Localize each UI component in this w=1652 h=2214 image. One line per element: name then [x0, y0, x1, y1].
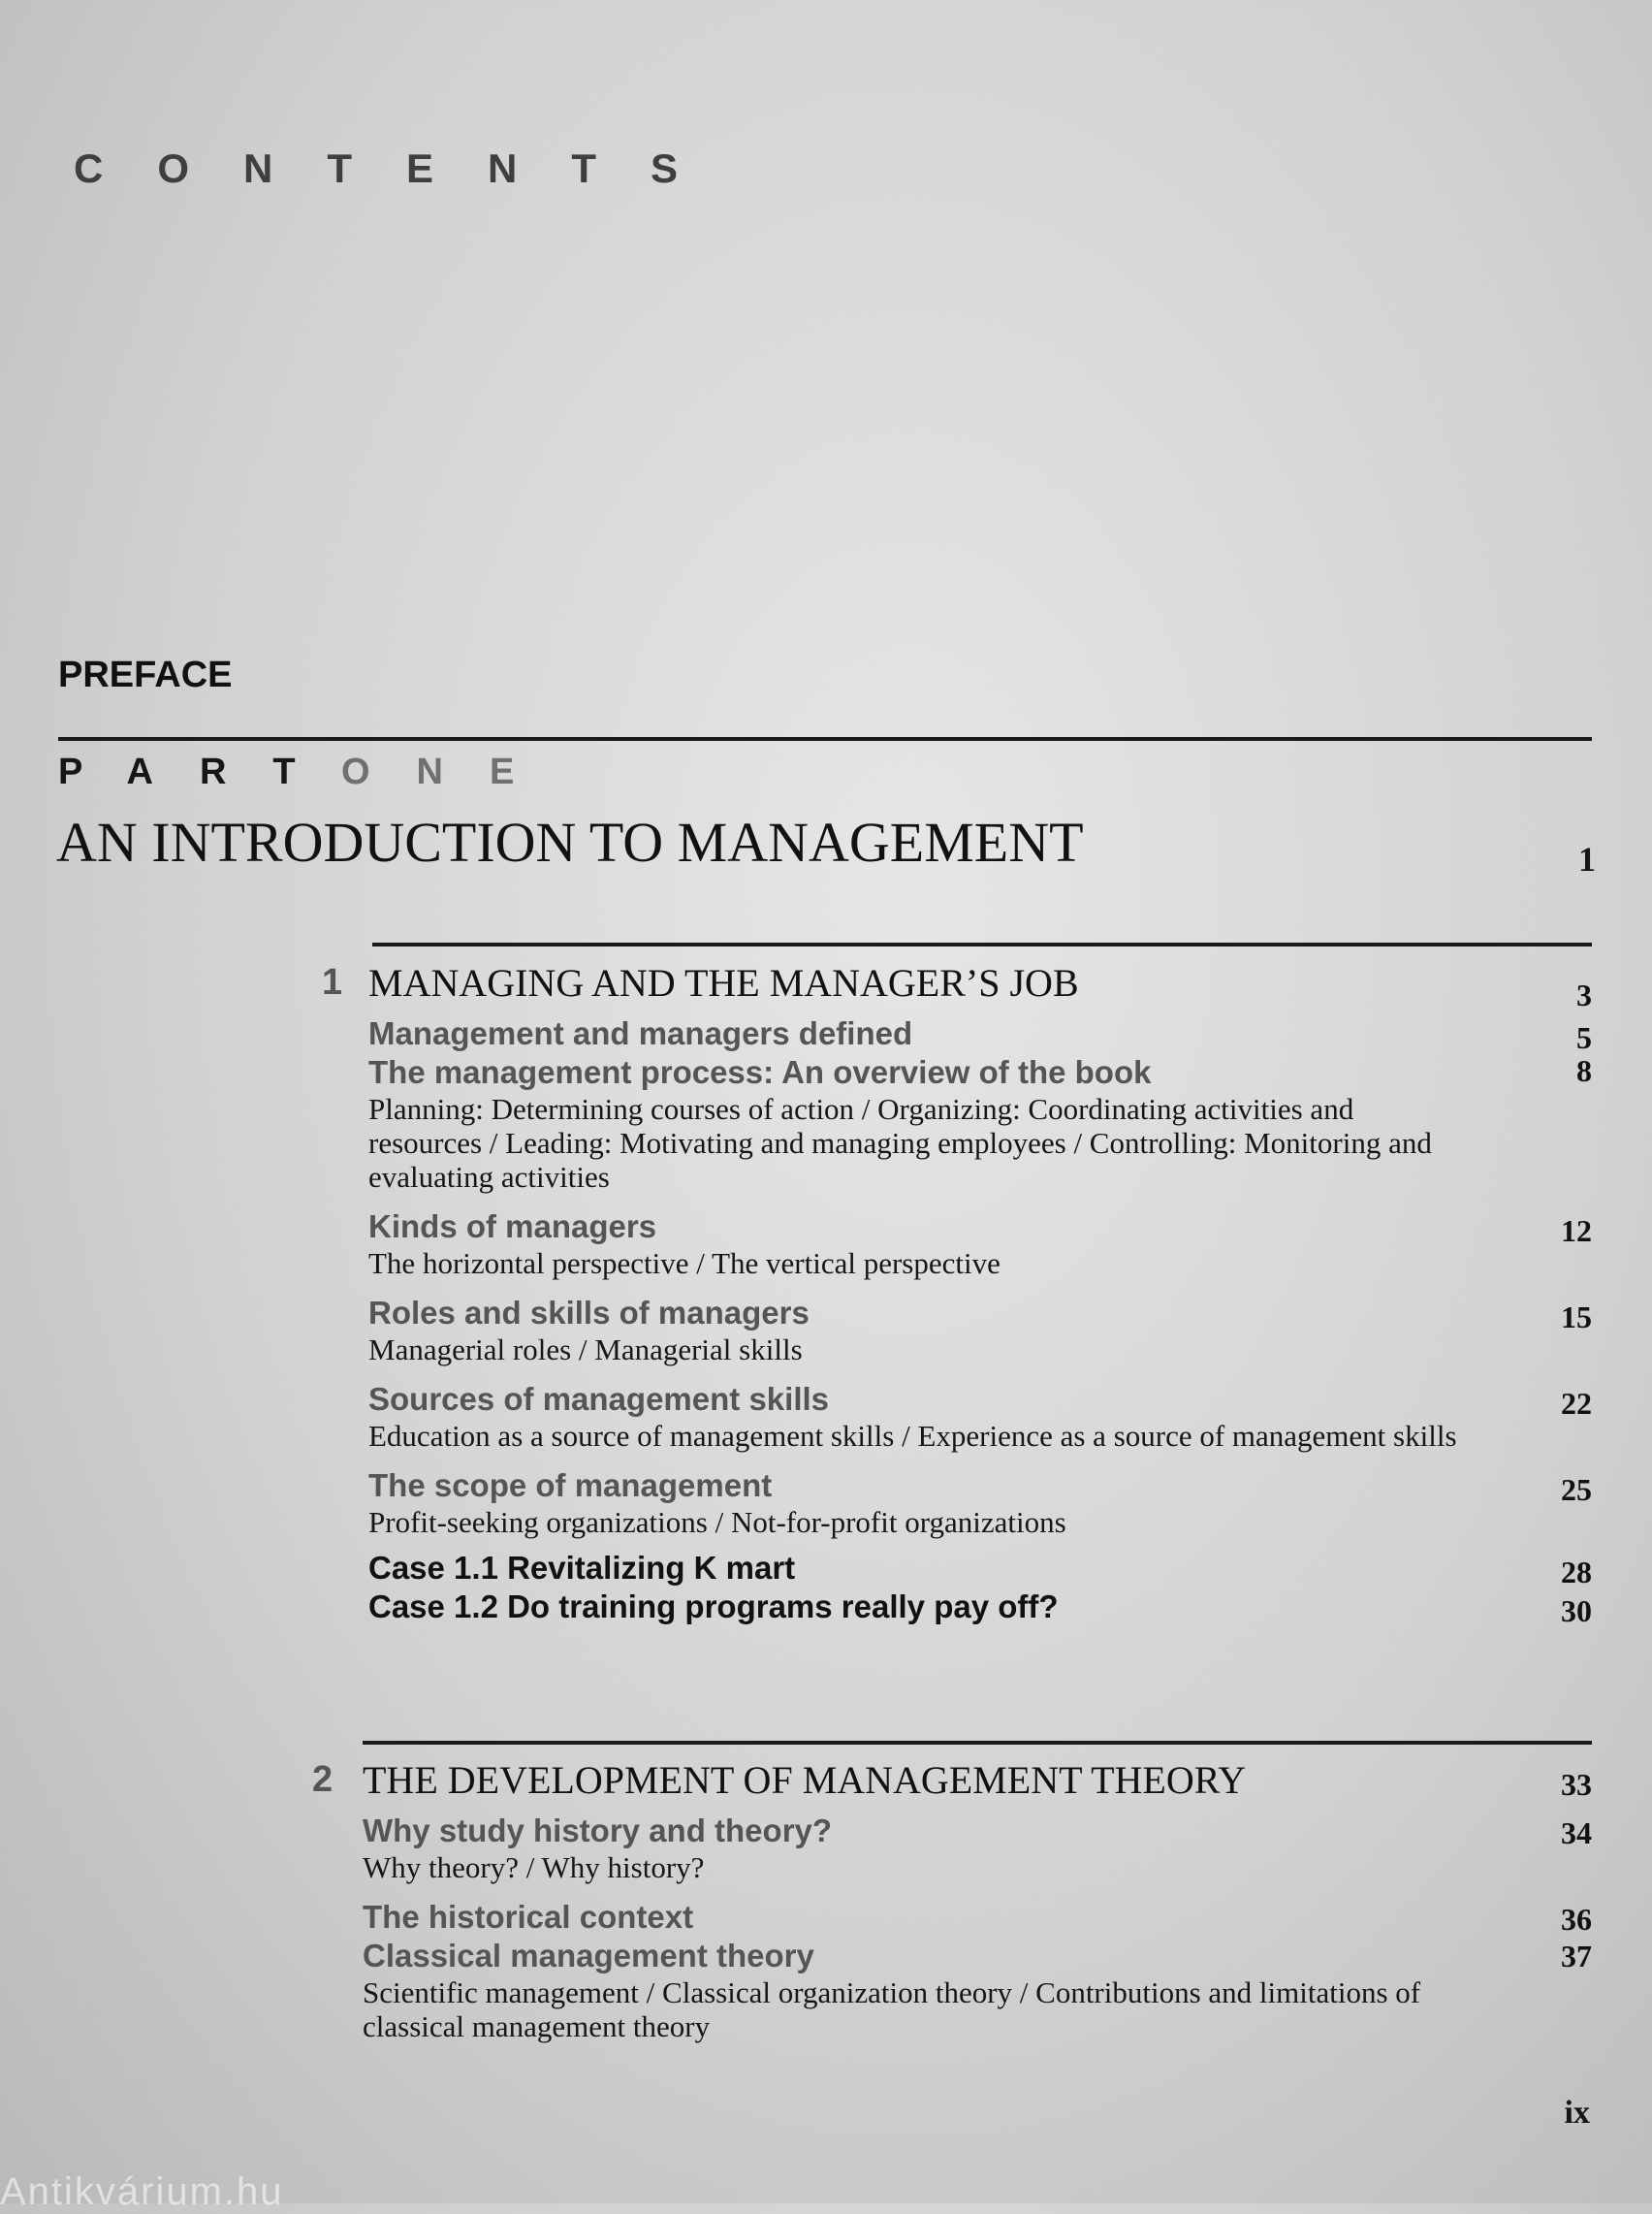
section-subtopics: Planning: Determining courses of action / Organizing: Coordinating activities and resources / Leading: Motivating and managing employees / Controlling: Monitoring and evaluating activities [368, 1092, 1432, 1194]
preface-heading: PREFACE [58, 655, 233, 695]
toc-case [368, 1549, 1592, 1588]
section-subtopics: Education as a source of management skills / Experience as a source of management skills [368, 1419, 1457, 1453]
section-page: 8 [1576, 1053, 1592, 1088]
section-page: 5 [1576, 1020, 1592, 1055]
section-subtopics: Managerial roles / Managerial skills [368, 1332, 803, 1366]
chapter-2 [312, 1757, 1592, 2043]
part-label [58, 752, 560, 793]
section-page: 34 [1561, 1815, 1592, 1850]
section-page: 36 [1561, 1902, 1592, 1937]
section-subtopics: The horizontal perspective / The vertical perspective [368, 1246, 1001, 1280]
chapter-1 [322, 960, 1592, 1628]
chapter-title: MANAGING AND THE MANAGER’S JOB [368, 961, 1079, 1005]
case-title: Case 1.2 Do training programs really pay off? [368, 1588, 1059, 1624]
section-page: 22 [1561, 1386, 1592, 1421]
toc-section [368, 1380, 1592, 1453]
part-title: AN INTRODUCTION TO MANAGEMENT [56, 811, 1084, 874]
section-title: Management and managers defined [368, 1015, 913, 1051]
section-title: Sources of management skills [368, 1381, 830, 1417]
section-title: The scope of management [368, 1467, 773, 1503]
section-title: Classical management theory [363, 1938, 814, 1973]
toc-section [363, 1898, 1592, 1937]
part-label-one: ONE [340, 752, 561, 792]
section-title: Why study history and theory? [363, 1813, 833, 1848]
chapter-2-heading [312, 1757, 1592, 1812]
toc-section [368, 1053, 1592, 1194]
toc-section [363, 1812, 1592, 1884]
section-subtopics: Why theory? / Why history? [363, 1850, 705, 1884]
section-title: The management process: An overview of the book [368, 1054, 1152, 1090]
part-label-part: PART [58, 752, 341, 792]
toc-section [363, 1937, 1592, 2043]
page-number: ix [1564, 2095, 1590, 2131]
chapter-page: 3 [1576, 978, 1592, 1012]
toc-case [368, 1588, 1592, 1626]
part-divider [58, 737, 1592, 741]
toc-section [368, 1294, 1592, 1366]
watermark-logo: Antikvárium.hu [0, 2170, 284, 2213]
section-page: 37 [1561, 1939, 1592, 1973]
toc-section [368, 1014, 1592, 1053]
section-title: Roles and skills of managers [368, 1295, 810, 1331]
section-title: The historical context [363, 1899, 694, 1935]
chapter-title: THE DEVELOPMENT OF MANAGEMENT THEORY [363, 1758, 1247, 1802]
case-page: 30 [1561, 1593, 1592, 1628]
section-page: 25 [1561, 1472, 1592, 1507]
chapter-1-divider [372, 943, 1592, 947]
section-page: 12 [1561, 1213, 1592, 1248]
case-page: 28 [1561, 1555, 1592, 1589]
toc-section [368, 1466, 1592, 1539]
section-title: Kinds of managers [368, 1208, 657, 1244]
case-title: Case 1.1 Revitalizing K mart [368, 1550, 796, 1586]
chapter-number: 1 [322, 962, 343, 1003]
contents-title: CONTENTS [74, 145, 732, 191]
chapter-number: 2 [312, 1759, 334, 1800]
section-subtopics: Scientific management / Classical organization theory / Contributions and limitations of classical management theory [363, 1975, 1421, 2043]
part-page-number: 1 [1578, 840, 1596, 879]
chapter-page: 33 [1561, 1767, 1592, 1802]
chapter-1-heading [322, 960, 1592, 1014]
section-subtopics: Profit-seeking organizations / Not-for-profit organizations [368, 1505, 1066, 1539]
section-page: 15 [1561, 1300, 1592, 1334]
toc-section [368, 1207, 1592, 1280]
chapter-2-divider [363, 1741, 1592, 1745]
